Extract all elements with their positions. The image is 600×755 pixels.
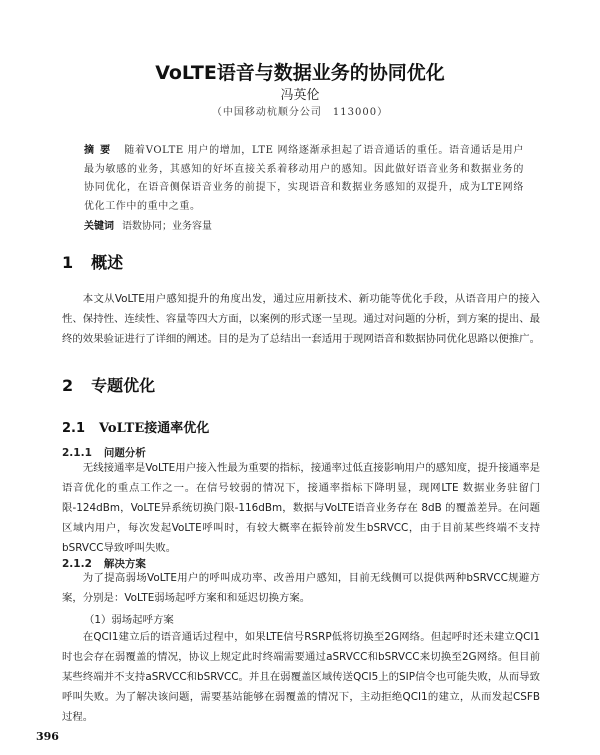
section-1-number: 1 [62, 253, 74, 272]
section-2-1-1-title: 问题分析 [103, 447, 146, 459]
section-2-heading [62, 373, 155, 396]
section-2-1-title: VoLTE接通率优化 [99, 421, 210, 436]
section-2-title: 专题优化 [91, 376, 156, 395]
keywords-label: 关键词 [84, 221, 114, 232]
section-2-1-2-title: 解决方案 [103, 558, 146, 570]
section-2-1-1-number: 2.1.1 [62, 447, 92, 459]
page-number: 396 [36, 730, 59, 743]
author-name: 冯英伦 [280, 88, 320, 103]
section-2-1-1-paragraph: 无线接通率是VoLTE用户接入性最为重要的指标，接通率过低直接影响用户的感知度，提升接通率是语音优化的重点工作之一。在信号较弱的情况下，接通率指标下降明显，现网LTE 数据业务驻留门限-124dBm，VoLTE异系统切换门限-116dBm，数据与VoLTE语音业务存在 8dB 的覆盖差异。在问题区域内用户，每次发起VoLTE呼叫时，有较大概率在振铃前发生bSRVCC，由于目前某些终端不支持bSRVCC导致呼叫失败。 [62, 462, 540, 554]
keywords-text: 语数协同；业务容量 [122, 221, 212, 232]
subitem-weak-field-call: （1）弱场起呼方案 [84, 614, 174, 626]
section-2-1-2-number: 2.1.2 [62, 558, 92, 570]
section-2-1-heading [62, 417, 209, 436]
abstract-text: 随着VOLTE 用户的增加，LTE 网络逐渐承担起了语音通话的重任。语音通话是用户最为敏感的业务，其感知的好坏直接关系着移动用户的感知。因此做好语音业务和数据业务的协同优化，在语音侧保语音业务的前提下，实现语音和数据业务感知的双提升，成为LTE网络优化工作中的重中之重。 [84, 145, 524, 212]
section-2-1-number: 2.1 [62, 421, 86, 436]
abstract-label: 摘要 [84, 145, 117, 156]
keywords [84, 218, 524, 236]
abstract [84, 142, 524, 216]
section-2-number: 2 [62, 376, 74, 395]
section-2-1-2-paragraph: 为了提高弱场VoLTE用户的呼叫成功率、改善用户感知，目前无线侧可以提供两种bSRVCC规避方案，分别是：VoLTE弱场起呼方案和和延迟切换方案。 [62, 572, 540, 604]
author-affiliation: （中国移动杭顺分公司 113000） [211, 107, 389, 118]
subitem-weak-field-paragraph: 在QCI1建立后的语音通话过程中，如果LTE信号RSRP低将切换至2G网络。但起呼时还未建立QCI1时也会存在弱覆盖的情况，协议上规定此时终端需要通过aSRVCC和bSRVCC来切换至2G网络。但目前某些终端并不支持aSRVCC和bSRVCC。并且在弱覆盖区域传送QCI5上的SIP信令也可能失败，从而导致呼叫失败。为了解决该问题，需要基站能够在弱覆盖的情况下，主动拒绝QCI1的建立，从而发起CSFB过程。 [62, 631, 540, 723]
section-1-title: 概述 [91, 253, 124, 272]
paper-title: VoLTE语音与数据业务的协同优化 [155, 62, 445, 84]
section-1-paragraph: 本文从VoLTE用户感知提升的角度出发，通过应用新技术、新功能等优化手段，从语音用户的接入性、保持性、连续性、容量等四大方面，以案例的形式逐一呈现。通过对问题的分析，到方案的提出、最终的效果验证进行了详细的阐述。目的是为了总结出一套适用于现网语音和数据协同优化思路以便推广。 [62, 293, 540, 345]
section-1-heading [62, 250, 123, 273]
